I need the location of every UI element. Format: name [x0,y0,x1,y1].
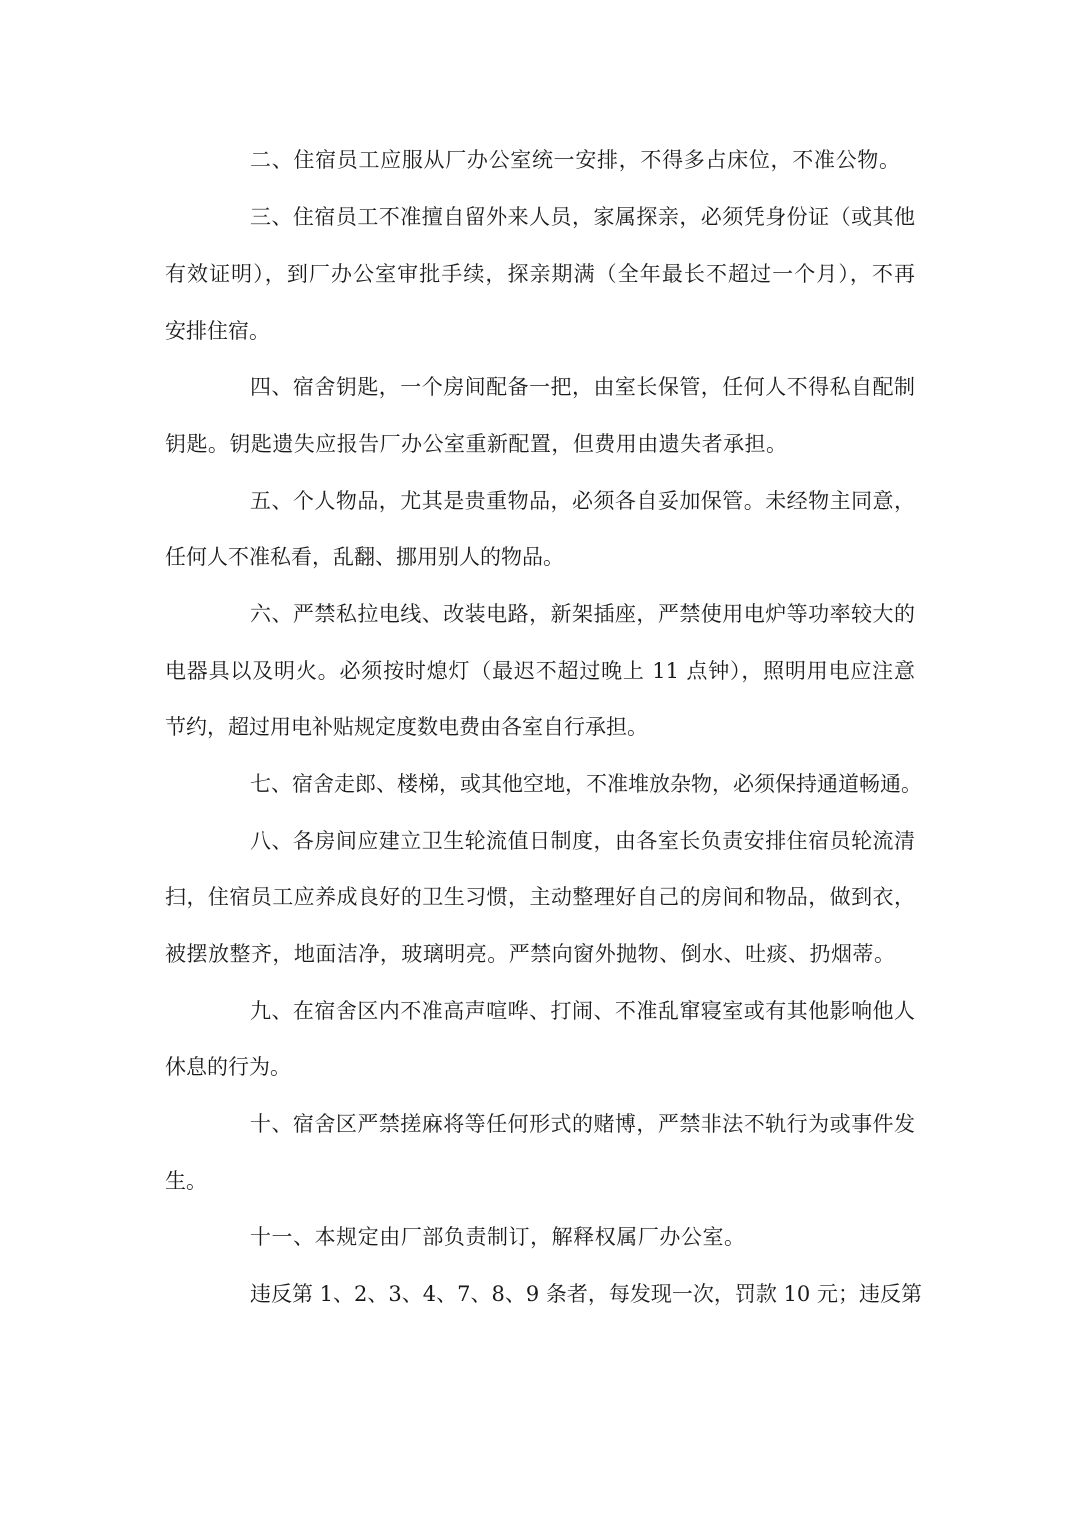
text-line [0,140,1080,180]
text-line [0,1047,1080,1087]
paragraph-7-line-1: 七、宿舍走郎、楼梯，或其他空地，不准堆放杂物，必须保持通道畅通。 [250,772,922,796]
text-line [0,707,1080,747]
text-line [0,821,1080,861]
paragraph-8-line-2: 扫，住宿员工应养成良好的卫生习惯，主动整理好自己的房间和物品，做到衣， [165,885,915,909]
penalty-line-1: 违反第 1、2、3、4、7、8、9 条者，每发现一次，罚款 10 元；违反第 [250,1282,922,1306]
text-line [0,311,1080,351]
paragraph-3-line-3: 安排住宿。 [165,319,270,343]
paragraph-8-line-3: 被摆放整齐，地面洁净，玻璃明亮。严禁向窗外抛物、倒水、吐痰、扔烟蒂。 [165,942,895,966]
paragraph-6-line-3: 节约，超过用电补贴规定度数电费由各室自行承担。 [165,715,648,739]
paragraph-3-line-2: 有效证明），到厂办公室审批手续，探亲期满（全年最长不超过一个月），不再 [165,262,915,286]
text-line [0,1217,1080,1257]
paragraph-2-line-1: 二、住宿员工应服从厂办公室统一安排，不得多占床位，不准公物。 [250,148,900,172]
text-line [0,424,1080,464]
paragraph-6-line-1: 六、严禁私拉电线、改装电路，新架插座，严禁使用电炉等功率较大的 [250,602,915,626]
paragraph-9-line-2: 休息的行为。 [165,1055,291,1079]
text-line [0,594,1080,634]
text-line [0,1161,1080,1201]
text-line [0,481,1080,521]
text-line [0,651,1080,691]
text-line [0,764,1080,804]
text-line [0,254,1080,294]
text-line [0,197,1080,237]
paragraph-4-line-2: 钥匙。钥匙遗失应报告厂办公室重新配置，但费用由遗失者承担。 [165,432,787,456]
paragraph-11-line-1: 十一、本规定由厂部负责制订，解释权属厂办公室。 [250,1225,745,1249]
paragraph-5-line-2: 任何人不准私看，乱翻、挪用别人的物品。 [165,545,564,569]
text-line [0,367,1080,407]
text-line [0,1274,1080,1314]
text-line [0,1104,1080,1144]
paragraph-4-line-1: 四、宿舍钥匙，一个房间配备一把，由室长保管，任何人不得私自配制 [250,375,915,399]
paragraph-10-line-1: 十、宿舍区严禁搓麻将等任何形式的赌博，严禁非法不轨行为或事件发 [250,1112,915,1136]
paragraph-3-line-1: 三、住宿员工不准擅自留外来人员，家属探亲，必须凭身份证（或其他 [250,205,915,229]
text-line [0,877,1080,917]
paragraph-8-line-1: 八、各房间应建立卫生轮流值日制度，由各室长负责安排住宿员轮流清 [250,829,915,853]
paragraph-9-line-1: 九、在宿舍区内不准高声喧哗、打闹、不准乱窜寝室或有其他影响他人 [250,999,915,1023]
paragraph-5-line-1: 五、个人物品，尤其是贵重物品，必须各自妥加保管。未经物主同意， [250,489,915,513]
paragraph-10-line-2: 生。 [165,1169,207,1193]
text-line [0,537,1080,577]
text-line [0,991,1080,1031]
text-line [0,934,1080,974]
paragraph-6-line-2: 电器具以及明火。必须按时熄灯（最迟不超过晚上 11 点钟），照明用电应注意 [165,659,915,683]
